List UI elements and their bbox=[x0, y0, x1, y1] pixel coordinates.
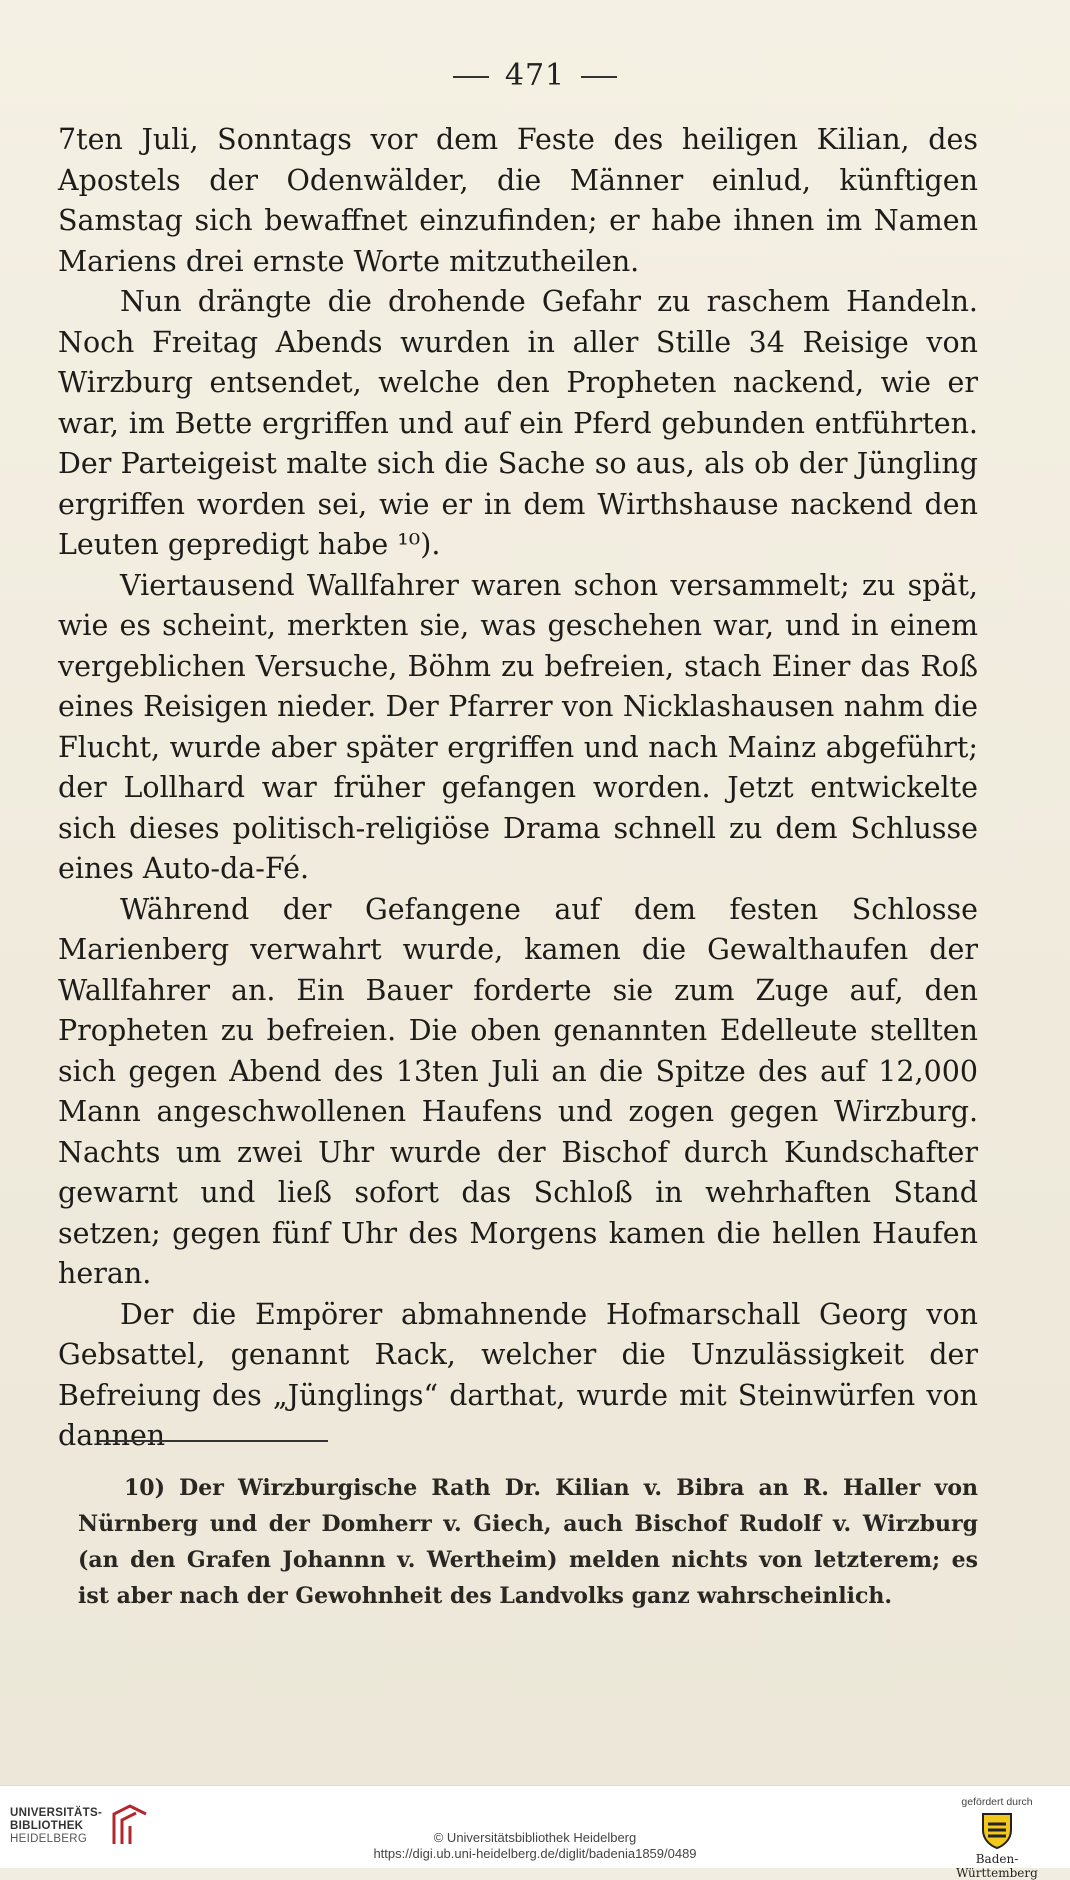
library-name-line-2: BIBLIOTHEK bbox=[10, 1819, 84, 1832]
library-name-line-1: UNIVERSITÄTS- bbox=[10, 1806, 103, 1819]
page-number: 471 bbox=[504, 58, 566, 93]
library-name-line-3: HEIDELBERG bbox=[10, 1832, 88, 1845]
footnote bbox=[78, 1470, 978, 1614]
header-dash-left bbox=[453, 76, 489, 78]
state-crest-icon bbox=[979, 1810, 1015, 1850]
funded-by-label: gefördert durch bbox=[961, 1796, 1033, 1808]
state-name: Baden-Württemberg bbox=[956, 1852, 1038, 1880]
page-header bbox=[0, 58, 1070, 93]
body-text bbox=[58, 120, 978, 1457]
footnote-divider bbox=[98, 1440, 328, 1442]
copyright-block bbox=[0, 1830, 1070, 1862]
viewer-footer bbox=[0, 1785, 1070, 1880]
paragraph-5: Der die Empörer abmahnende Hofmarschall Georg von Gebsattel, genannt Rack, welcher die Unzulässigkeit der Befreiung des „Jünglings“ darthat, wurde mit Steinwürfen von dannen bbox=[58, 1297, 978, 1452]
paragraph-4: Während der Gefangene auf dem festen Schlosse Marienberg verwahrt wurde, kamen die Gewalthaufen der Wallfahrer an. Ein Bauer forderte sie zum Zuge auf, den Propheten zu befreien. Die oben genannten Edelleute stellten sich gegen Abend des 13ten Juli an die Spitze des auf 12,000 Mann angeschwollenen Haufens und zogen gegen Wirzburg. Nachts um zwei Uhr wurde der Bischof durch Kundschafter gewarnt und ließ sofort das Schloß in wehrhaften Stand setzen; gegen fünf Uhr des Morgens kamen die hellen Haufen heran. bbox=[58, 892, 978, 1290]
paragraph-2: Nun drängte die drohende Gefahr zu raschem Handeln. Noch Freitag Abends wurden in aller Stille 34 Reisige von Wirzburg entsendet, welche den Propheten nackend, wie er war, im Bette ergriffen und auf ein Pferd gebunden entführten. Der Parteigeist malte sich die Sache so aus, als ob der Jüngling ergriffen worden sei, wie er in dem Wirthshause nackend den Leuten gepredigt habe ¹⁰). bbox=[58, 285, 978, 561]
header-dash-right bbox=[581, 76, 617, 78]
copyright-text: © Universitätsbibliothek Heidelberg bbox=[433, 1830, 637, 1845]
permalink-url[interactable]: https://digi.ub.uni-heidelberg.de/diglit/badenia1859/0489 bbox=[373, 1846, 697, 1861]
paragraph-3: Viertausend Wallfahrer waren schon versammelt; zu spät, wie es scheint, merkten sie, was geschehen war, und in einem vergeblichen Versuche, Böhm zu befreien, stach Einer das Roß eines Reisigen nieder. Der Pfarrer von Nicklashausen nahm die Flucht, wurde aber später ergriffen und nach Mainz abgeführt; der Lollhard war früher gefangen worden. Jetzt entwickelte sich dieses politisch-religiöse Drama schnell zu dem Schlusse eines Auto-da-Fé. bbox=[58, 568, 978, 885]
footnote-text: 10) Der Wirzburgische Rath Dr. Kilian v. Bibra an R. Haller von Nürnberg und der Domherr v. Giech, auch Bischof Rudolf v. Wirzburg (an den Grafen Johannn v. Wertheim) melden nichts von letzterem; es ist aber nach der Gewohnheit des Landvolks ganz wahrscheinlich. bbox=[78, 1475, 978, 1609]
paragraph-1: 7ten Juli, Sonntags vor dem Feste des heiligen Kilian, des Apostels der Odenwälder, die Männer einlud, künftigen Samstag sich bewaffnet einzufinden; er habe ihnen im Namen Mariens drei ernste Worte mitzutheilen. bbox=[58, 123, 978, 278]
funding-logo[interactable] bbox=[942, 1796, 1052, 1880]
